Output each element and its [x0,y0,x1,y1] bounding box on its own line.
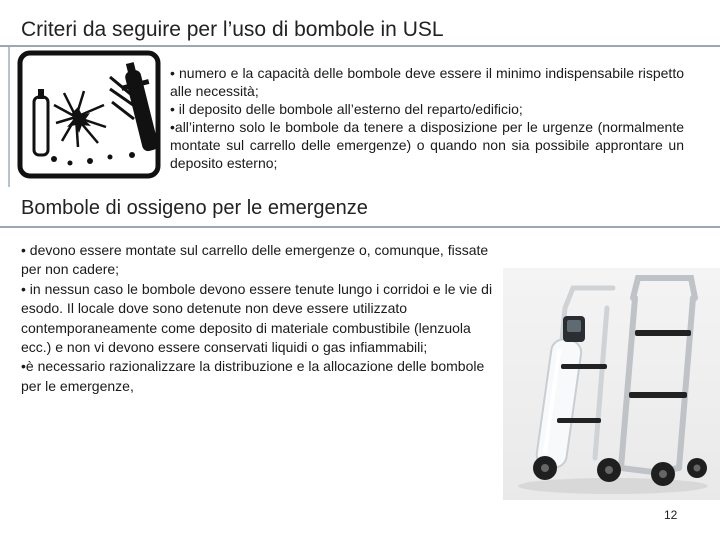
cylinder-criteria-list [170,64,684,172]
list-item: •all’interno solo le bombole da tenere a disposizione per le urgenze (normalmente montate sul carrello delle emergenze) o quando non sia possibile approntare un deposito esterno; [170,119,684,171]
section-divider [0,226,720,228]
list-item: • il deposito delle bombole all’esterno del reparto/edificio; [170,101,523,117]
slide-title: Criteri da seguire per l’uso di bombole in USL [21,18,444,41]
left-accent-bar [8,47,10,187]
list-item: • numero e la capacità delle bombole deve essere il minimo indispensabile rispetto alle necessità; [170,65,684,99]
page-number: 12 [664,508,678,522]
section-heading: Bombole di ossigeno per le emergenze [21,197,368,219]
falling-gas-cylinder-hazard-icon [14,47,164,182]
list-item: •è necessario razionalizzare la distribuzione e la allocazione delle bombole per le emergenze, [21,358,485,394]
list-item: • in nessun caso le bombole devono essere tenute lungo i corridoi e le vie di esodo. Il locale dove sono detenute non deve essere utilizzato contemporaneamente come deposito di materiale combustibile (lenzuola ecc.) e non vi devono essere conservati liquidi o gas infiammabili; [21,280,493,356]
list-item: • devono essere montate sul carrello delle emergenze o, comunque, fissate per non cadere; [21,242,489,278]
oxygen-cylinder-trolley-photo [503,268,720,500]
emergency-oxygen-list [21,241,503,396]
